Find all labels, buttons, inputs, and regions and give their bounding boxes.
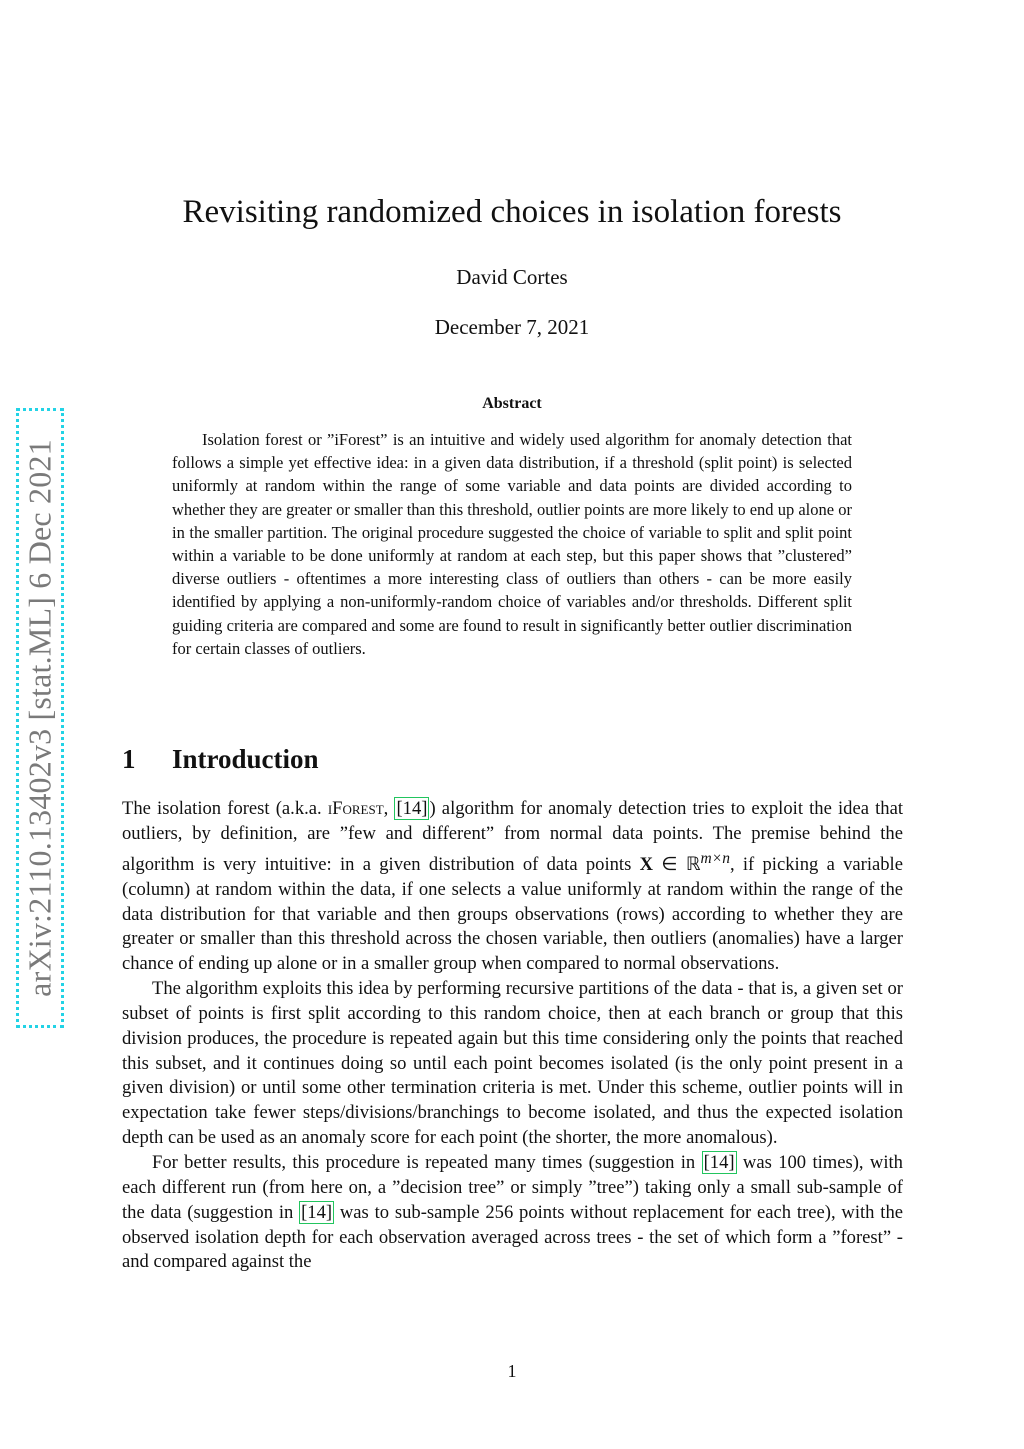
abstract-text: Isolation forest or ”iForest” is an intuitive and widely used algorithm for anomaly detection that follows a simple yet effective idea: in a given data distribution, if a threshold (split point) is selected uniformly at random within the range of some variable and data points are divided according to whether they are greater or smaller than this threshold, outlier points are more likely to end up alone or in the smaller partition. The original procedure suggested the choice of variable to split and split point within a variable to be done uniformly at random at each step, but this paper shows that ”clustered” diverse outliers - oftentimes a more interesting class of outliers than others - can be more easily identified by applying a non-uniformly-random choice of variables and/or thresholds. Different split guiding criteria are compared and some are found to result in significantly better outlier discrimination for certain classes of outliers. [172, 430, 852, 658]
page-number: 1 [507, 1361, 517, 1381]
paragraph-3: For better results, this procedure is repeated many times (suggestion in [14] was 100 times), with each different run (from here on, a ”decision tree” or simply ”tree”) taking only a small sub-sample of the data (suggestion in [14] was to sub-sample 256 points without replacement for each tree), with the observed isolation depth for each observation averaged across trees - the set of which form a ”forest” - and compared against the [122, 1152, 903, 1273]
iforest-term: iForest [327, 798, 384, 819]
section-number: 1 [122, 744, 136, 774]
section-title: Introduction [172, 744, 319, 774]
publication-date: December 7, 2021 [434, 315, 590, 339]
paper-title: Revisiting randomized choices in isolation forests [182, 194, 842, 230]
paragraph-2: The algorithm exploits this idea by performing recursive partitions of the data - that is, a given set or subset of points is first split according to this random choice, then at each branch or group that this division produces, the procedure is repeated again but this time considering only the points that reached this subset, and it continues doing so until each point becomes isolated (is the only point present in a given division) or until some other termination criteria is met. Under this scheme, outlier points will in expectation take fewer steps/divisions/branchings to become isolated, and thus the expected isolation depth can be used as an anomaly score for each point (the shorter, the more anomalous). [122, 978, 903, 1149]
arxiv-identifier-stamp [16, 408, 64, 1028]
citation-link[interactable]: [14] [301, 1201, 333, 1223]
section-heading-introduction [122, 744, 319, 775]
paragraph-1: The isolation forest (a.k.a. iForest, [14] ) algorithm for anomaly detection tries to exploit the idea that outliers, by definition, are ”few and different” from normal data points. The premise behind the algorithm is very intuitive: in a given distribution of data points X ∈ ℝ$^{m\times n}$, if picking a variable (column) at random within the data, if one selects a value uniformly at random within the range of the data distribution for that variable and then groups observations (rows) according to whether they are greater or smaller than this threshold across the chosen variable, then outliers (anomalies) have a larger chance of ending up alone or in a smaller group when compared to normal observations. [122, 798, 903, 975]
introduction-body [122, 797, 903, 1275]
math-matrix-x: X [639, 853, 654, 875]
citation-link[interactable]: [14] [396, 798, 428, 819]
math-superscript: m×n [700, 849, 730, 867]
author-name: David Cortes [456, 265, 568, 289]
citation-link[interactable]: [14] [703, 1152, 735, 1173]
arxiv-identifier: arXiv:2110.13402v3 [stat.ML] 6 Dec 2021 [21, 439, 58, 997]
abstract-heading: Abstract [482, 395, 542, 412]
